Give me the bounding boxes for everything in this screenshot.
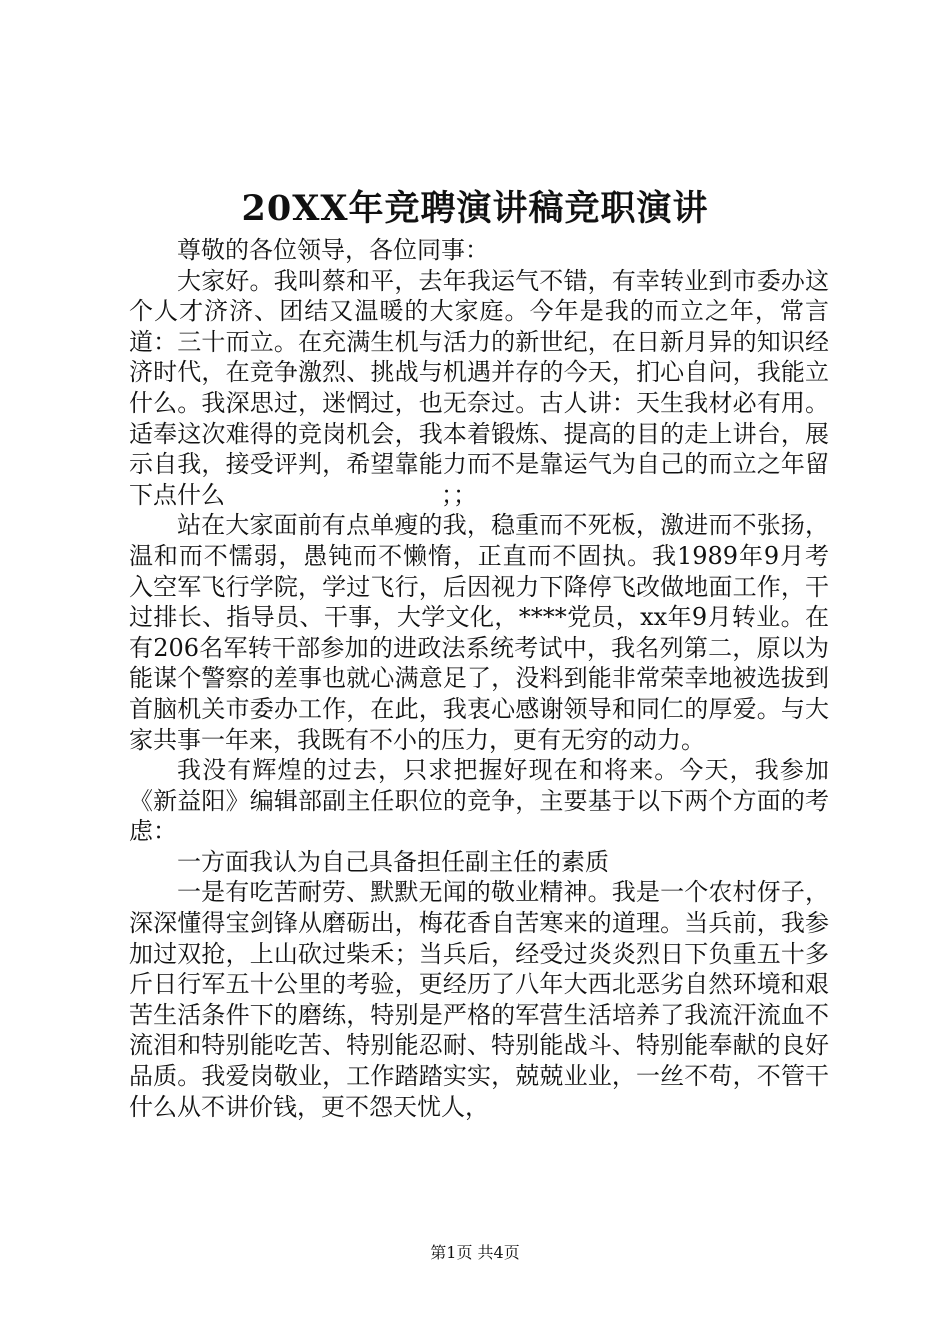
page-number-footer: 第1页 共4页 xyxy=(430,1243,520,1262)
body-paragraph: 我没有辉煌的过去，只求把握好现在和将来。今天，我参加《新益阳》编辑部副主任职位的竞争，主要基于以下两个方面的考虑： xyxy=(129,756,829,846)
body-paragraph: 站在大家面前有点单瘦的我，稳重而不死板，激进而不张扬，温和而不懦弱，愚钝而不懒惰，正直而不固执。我1989年9月考入空军飞行学院，学过飞行，后因视力下降停飞改做地面工作，干过排长、指导员、干事，大学文化，****党员，xx年9月转业。在有206名军转干部参加的进政法系统考试中，我名列第二，原以为能谋个警察的差事也就心满意足了，没料到能非常荣幸地被选拔到首脑机关市委办工作，在此，我衷心感谢领导和同仁的厚爱。与大家共事一年来，我既有不小的压力，更有无穷的动力。 xyxy=(129,511,829,754)
document-body xyxy=(129,235,829,1122)
body-paragraph: 一是有吃苦耐劳、默默无闻的敬业精神。我是一个农村伢子，深深懂得宝剑锋从磨砺出，梅花香自苦寒来的道理。当兵前，我参加过双抢，上山砍过柴禾；当兵后，经受过炎炎烈日下负重五十多斤日行军五十公里的考验，更经历了八年大西北恶劣自然环境和艰苦生活条件下的磨练，特别是严格的军营生活培养了我流汗流血不流泪和特别能吃苦、特别能忍耐、特别能战斗、特别能奉献的良好品质。我爱岗敬业，工作踏踏实实，兢兢业业，一丝不苟，不管干什么从不讲价钱，更不怨天忧人， xyxy=(129,878,829,1121)
document-title: 20XX年竞聘演讲稿竞职演讲 xyxy=(241,188,709,229)
body-paragraph: 大家好。我叫蔡和平，去年我运气不错，有幸转业到市委办这个人才济济、团结又温暖的大家庭。今年是我的而立之年，常言道：三十而立。在充满生机与活力的新世纪，在日新月异的知识经济时代，在竞争激烈、挑战与机遇并存的今天，扪心自问，我能立什么。我深思过，迷惘过，也无奈过。古人讲：天生我材必有用。适奉这次难得的竞岗机会，我本着锻炼、提高的目的走上讲台，展示自我，接受评判，希望靠能力而不是靠运气为自己的而立之年留下点什么 ；； xyxy=(129,266,829,509)
salutation-paragraph: 尊敬的各位领导，各位同事： xyxy=(177,236,489,264)
section-heading-paragraph: 一方面我认为自己具备担任副主任的素质 xyxy=(177,847,609,876)
